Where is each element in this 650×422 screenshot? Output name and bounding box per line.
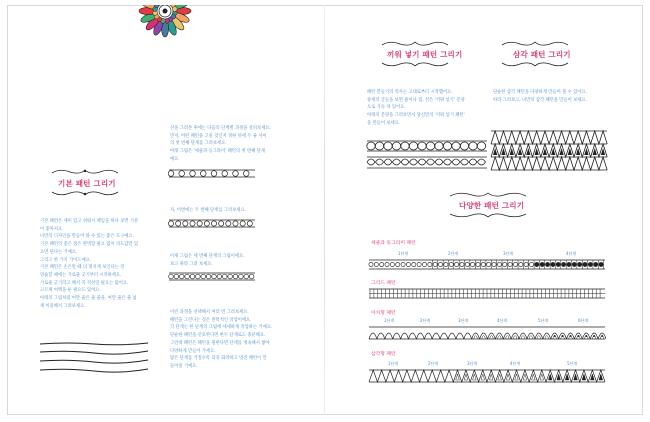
text-line: 각 단계는 한 단계의 그림에 세세하게 작업하는 거예요. [170,325,273,331]
text-line: 기본 패턴은 손은말 때 더 멋지게 보인다는 것 [40,265,125,271]
text-line: 예요. [170,156,180,162]
page-title-basic: 기본 패턴 그리기 [58,179,116,188]
step3-band [168,272,256,281]
text-line: 단순한 패턴을 선호한다면 한두 단계로도 충분해요. [170,333,266,339]
row1-step2: 2단계 [448,251,459,256]
row2-band [368,288,606,299]
title-b-ornament-top [500,40,570,48]
mandala-flower [136,5,194,45]
practice-lines [38,340,150,380]
text-line: 아래의 문양을 그려보면서 당신만의 '끼워 넣기 패턴' [367,113,465,119]
text-line: 단순한 삼각 패턴을 다양하게 만들어 볼 수 있어요. [493,90,587,95]
row1-band [368,259,606,270]
text-line: 보고 따라 그려 보세요. [170,261,213,267]
text-line: 기본 패턴의 좋은 점은 완벽할 필요 없이 의도감만 있 [40,242,139,248]
title-triangle: 삼각 패턴 그리기 [513,50,571,59]
column2-top-paragraph [170,125,271,164]
intro-paragraph [40,218,138,310]
text-line: 많은 단계를 거칠수록 더욱 화려하고 멋진 패턴이 만 [170,356,267,362]
text-line: 아래 그림은 '세줄과 동그라미' 패턴의 첫 번째 단계 [170,149,265,155]
title-c-ornament-top [448,191,528,199]
column2-mid2 [170,253,245,268]
text-line: 으로 가득 차 있어요. [367,105,406,111]
row4-label: 삼각형 패턴 [371,352,396,357]
title-ornament-bottom [50,189,120,197]
row4-step5: 5단계 [567,361,578,366]
text-line: 패턴 만들기의 역사는 고대로부터 시작했어요. [367,90,453,95]
title-ornament-top [50,168,120,176]
row1-step3: 3단계 [503,251,514,256]
text-line: 고르게 여백을 둔 필요도 있어요. [40,288,101,294]
row4-step1: 1단계 [388,361,399,366]
interlace-bands [366,140,488,170]
text-line: 이 좋아져요. [40,226,64,232]
text-line: 연습할 때에는 가로줄 긋기부터 시작하세요. [40,272,122,278]
row3-step2: 2단계 [420,318,431,323]
text-line: 선을 그려본 후에는 다음의 단계별 과정을 살펴보세요. [170,126,271,131]
text-line: 을 만들어 보세요. [367,120,401,126]
title-a-ornament-bottom [380,60,450,68]
title-various: 다양한 패턴 그리기 [459,201,525,210]
step2-band [168,219,256,228]
text-line: 다양하게 만들어 가세요. [170,348,216,354]
text-line: 게 이용해서 그려보세요. [40,303,86,309]
text-line: 중세의 글들을 보면 줄이나 점, 선은 '끼워 넣기' 문양 [367,97,465,103]
row3-step5: 5단계 [538,318,549,323]
title-b-ornament-bottom [500,60,570,68]
row3-label: 아치형 패턴 [371,311,396,316]
text-line: 이런 과정을 선택해서 여러 번 그려보세요. [170,310,249,315]
column2-bottom-paragraph [170,309,272,371]
text-line: 아래의 그림처럼 여만 줄은 줄 줄을, 여만 줄은 줄 넓 [40,296,137,302]
row3-step1: 1단계 [384,318,395,323]
text-line: 따라 그려보고, 나만의 삼각 패턴을 만들어 보세요. [493,97,587,103]
text-line: 패턴을 그린다는 것은 반복적인 작업이에요. [170,317,252,323]
text-line: 그런데 패턴은 패턴을 원한다면 단계를 계속해서 쌓아 [170,340,270,346]
text-line: 의 첫 번째 단계를 그려보세요. [170,141,227,147]
text-line: 으면 된다는 거예요. [40,249,78,255]
interlace-paragraph [367,89,465,128]
row3-step3: 3단계 [458,318,469,323]
column2-mid1 [170,207,246,215]
text-line: 들어질 거예요. [170,363,198,369]
row3-band [368,326,606,340]
text-line: 이제 그림은 세 번째 단계의 그림이에요. [170,254,245,259]
row3-step6: 6단계 [578,318,589,323]
triangle-paragraph [493,89,587,104]
row3-step4: 4단계 [497,318,508,323]
row4-step2: 2단계 [428,361,439,366]
title-a-ornament-top [380,40,450,48]
row2-label: 그리드 패턴 [371,281,396,286]
title-interlace: 끼워 넣기 패턴 그리기 [387,50,463,59]
triangle-band [490,130,608,172]
text-line: 기본 패턴은 제미 있고 쉬워서 책임을 하다 보면 기분 [40,219,139,224]
row4-band [368,369,606,383]
page-fold [324,5,325,415]
row1-label: 세줄과 동그라미 패턴 [371,241,416,246]
row1-step4: 4단계 [566,251,577,256]
text-line: 나만의 디자인을 만들어 볼 수 있는 좋은 도구예요. [40,234,134,240]
row4-step4: 4단계 [510,361,521,366]
step1-band [168,169,256,178]
text-line: 가로줄 긋기라고 해서 꼭 직선일 필요는 없어요. [40,280,129,286]
text-line: 자, 이번에는 두 번째 단계를 그려보세요. [170,208,246,213]
title-c-ornament-bottom [448,211,528,219]
row1-step1: 1단계 [398,251,409,256]
text-line: 그리고 한 가지 가이드예요. [40,257,92,263]
row4-step3: 3단계 [467,361,478,366]
text-line: 먼저, 어떤 패턴을 고릴 것인지 정한 뒤에 두 줄 사이 [170,133,267,139]
